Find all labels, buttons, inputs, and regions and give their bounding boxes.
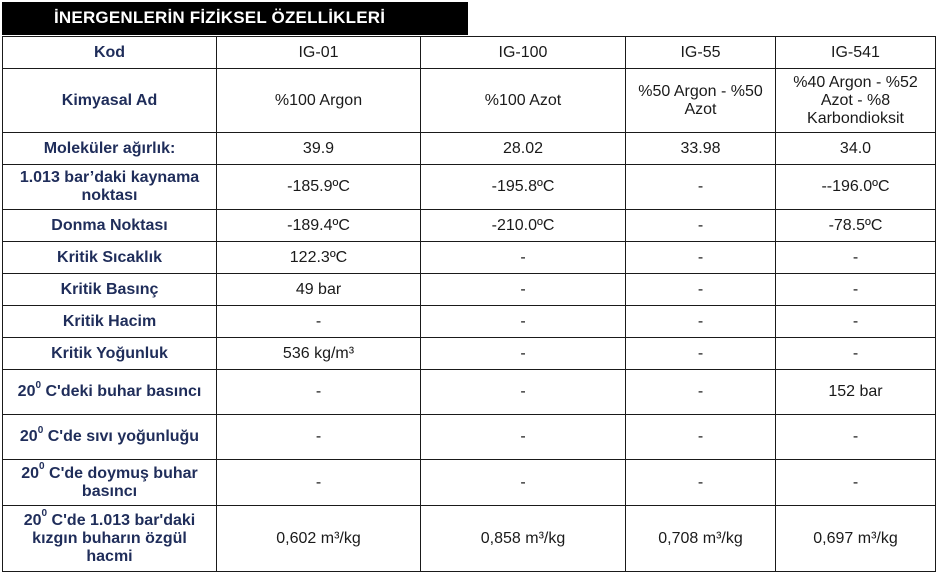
properties-table (2, 36, 936, 572)
table-cell: %100 Azot (421, 69, 626, 133)
header-col-ig55: IG-55 (626, 37, 776, 69)
row-label: Donma Noktası (3, 210, 217, 242)
table-cell: - (217, 306, 421, 338)
table-cell: - (626, 165, 776, 210)
header-col-ig100: IG-100 (421, 37, 626, 69)
table-cell: -78.5ºC (776, 210, 936, 242)
table-row (3, 338, 936, 370)
table-row (3, 370, 936, 415)
table-cell: %50 Argon - %50 Azot (626, 69, 776, 133)
table-cell: 0,858 m³/kg (421, 506, 626, 572)
table-cell: - (421, 370, 626, 415)
table-cell: %100 Argon (217, 69, 421, 133)
row-label: Kritik Sıcaklık (3, 242, 217, 274)
row-label: Moleküler ağırlık: (3, 133, 217, 165)
table-cell: 0,602 m³/kg (217, 506, 421, 572)
table-cell: - (626, 415, 776, 460)
table-cell: -210.0ºC (421, 210, 626, 242)
row-label: $20^0$ C'de doymuş buhar basıncı (3, 460, 217, 506)
row-label: Kritik Basınç (3, 274, 217, 306)
table-header-row (3, 37, 936, 69)
row-label: $20^0$ C'deki buhar basıncı (3, 370, 217, 415)
table-cell: -189.4ºC (217, 210, 421, 242)
table-row (3, 69, 936, 133)
table-cell: - (776, 306, 936, 338)
table-cell: 0,697 m³/kg (776, 506, 936, 572)
table-row (3, 242, 936, 274)
table-cell: - (626, 210, 776, 242)
table-cell: - (421, 242, 626, 274)
table-cell: - (626, 306, 776, 338)
row-label: Kritik Yoğunluk (3, 338, 217, 370)
table-row (3, 415, 936, 460)
table-cell: -195.8ºC (421, 165, 626, 210)
table-cell: - (776, 338, 936, 370)
row-label: Kimyasal Ad (3, 69, 217, 133)
header-col-ig01: IG-01 (217, 37, 421, 69)
table-cell: - (626, 274, 776, 306)
table-cell: 34.0 (776, 133, 936, 165)
table-cell: 39.9 (217, 133, 421, 165)
header-label: Kod (3, 37, 217, 69)
table-cell: 152 bar (776, 370, 936, 415)
table-cell: - (217, 460, 421, 506)
table-cell: - (626, 338, 776, 370)
table-cell: - (776, 274, 936, 306)
table-cell: 122.3ºC (217, 242, 421, 274)
page-title: İNERGENLERİN FİZİKSEL ÖZELLİKLERİ (54, 8, 386, 27)
header-col-ig541: IG-541 (776, 37, 936, 69)
table-cell: - (421, 274, 626, 306)
table-row (3, 165, 936, 210)
table-cell: 49 bar (217, 274, 421, 306)
table-cell: - (776, 415, 936, 460)
table-cell: - (421, 415, 626, 460)
row-label: Kritik Hacim (3, 306, 217, 338)
table-cell: %40 Argon - %52 Azot - %8 Karbondioksit (776, 69, 936, 133)
table-row (3, 506, 936, 572)
row-label: $20^0$ C'de sıvı yoğunluğu (3, 415, 217, 460)
table-cell: - (217, 370, 421, 415)
table-cell: 33.98 (626, 133, 776, 165)
row-label: $20^0$ C'de 1.013 bar'daki kızgın buharın özgül hacmi (3, 506, 217, 572)
title-bar (2, 2, 468, 35)
table-row (3, 133, 936, 165)
table-cell: --196.0ºC (776, 165, 936, 210)
row-label: 1.013 bar’daki kaynama noktası (3, 165, 217, 210)
table-cell: - (421, 306, 626, 338)
table-row (3, 210, 936, 242)
table-cell: - (421, 338, 626, 370)
table-row (3, 460, 936, 506)
table-cell: - (421, 460, 626, 506)
table-row (3, 274, 936, 306)
table-cell: - (626, 242, 776, 274)
table-row (3, 306, 936, 338)
table-cell: - (776, 460, 936, 506)
table-cell: - (626, 370, 776, 415)
table-cell: - (626, 460, 776, 506)
table-cell: 536 kg/m³ (217, 338, 421, 370)
table-cell: - (217, 415, 421, 460)
table-cell: - (776, 242, 936, 274)
table-cell: 0,708 m³/kg (626, 506, 776, 572)
table-cell: 28.02 (421, 133, 626, 165)
table-cell: -185.9ºC (217, 165, 421, 210)
